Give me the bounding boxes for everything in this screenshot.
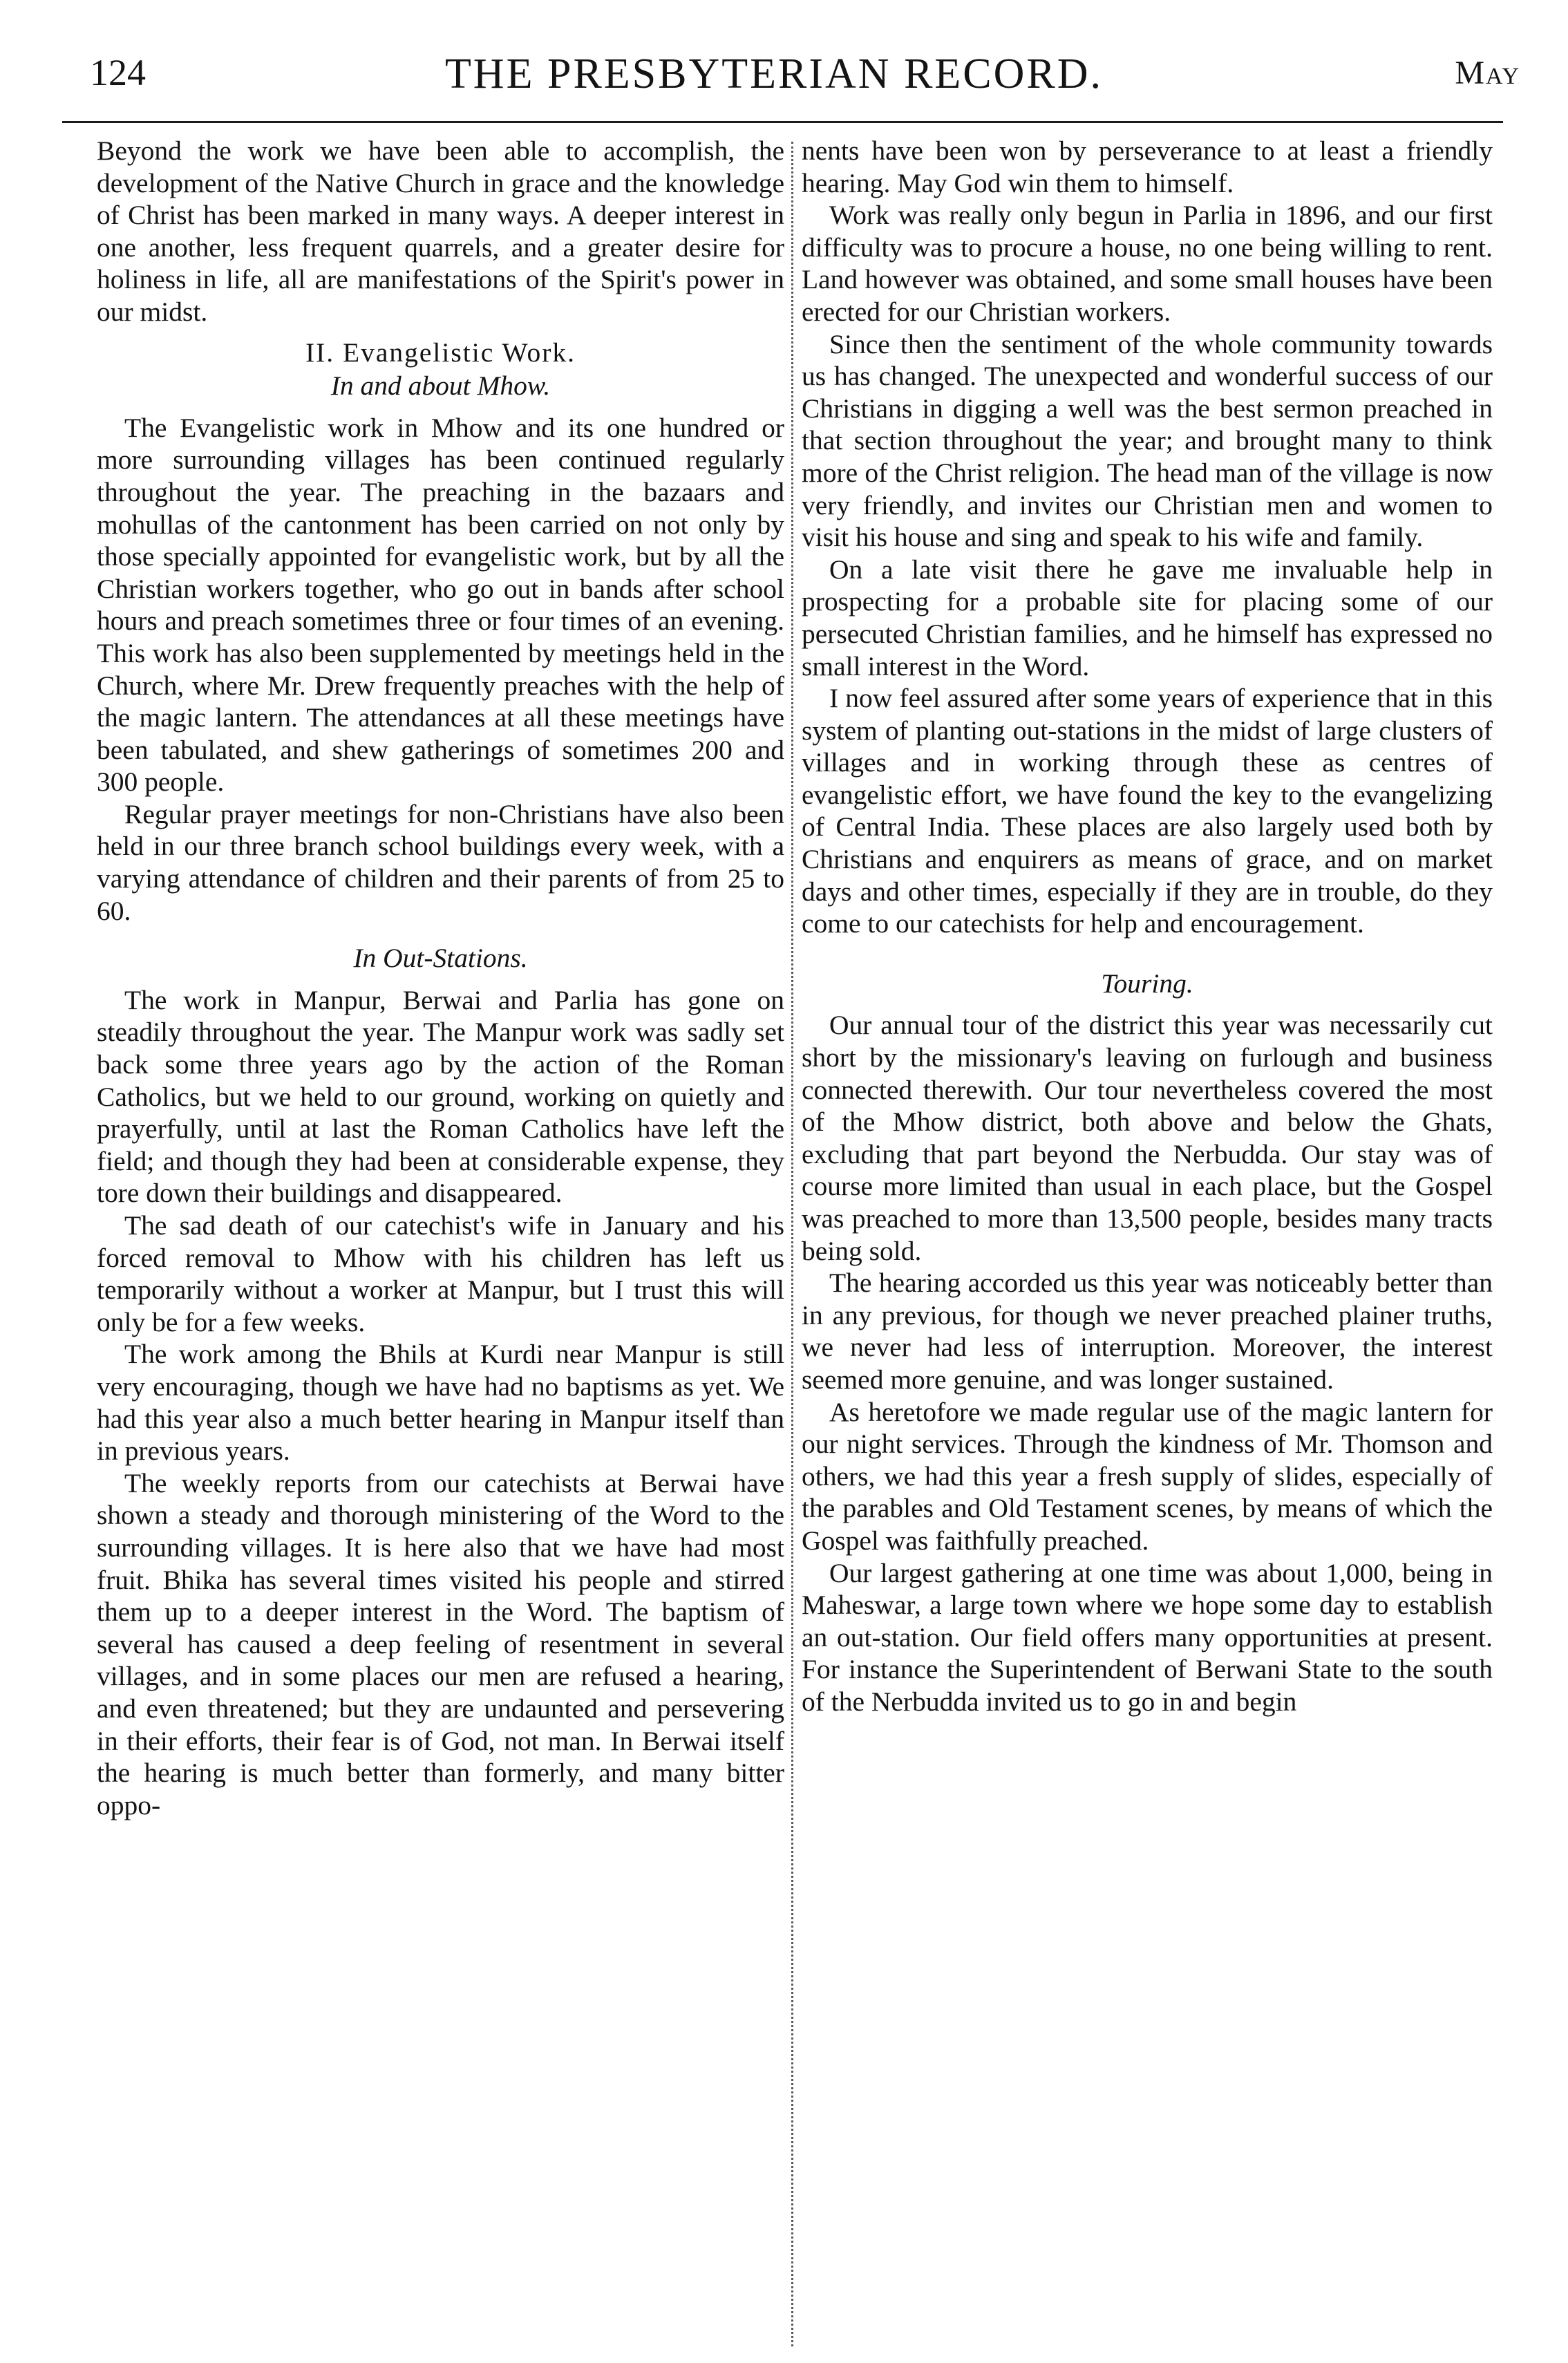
subheading-touring: Touring. (1101, 968, 1193, 999)
left-column (97, 135, 784, 1821)
paragraph: Since then the sentiment of the whole community towards us has changed. The unexpected and wonderful success of our Christians in digging a well was the best sermon preached in that section throughout the year; and brought many to think more of the Christ religion. The head man of the village is now very friendly, and invites our Christian men and women to visit his house and sing and speak to his wife and family. (802, 328, 1493, 553)
issue-month: May (1455, 55, 1520, 91)
subheading-mhow: In and about Mhow. (330, 370, 551, 402)
paragraph: The hearing accorded us this year was noticeably better than in any previous, for though we never preached plainer truths, we never had less of interruption. Moreover, the interest seemed more genuine, and was longer sustained. (802, 1268, 1493, 1395)
paragraph: Our annual tour of the district this year was necessarily cut short by the missionary's leaving on furlough and business connected therewith. Our tour nevertheless covered the most of the Mhow district, both above and below the Ghats, excluding that part beyond the Nerbudda. Our stay was of course more limited than usual in each place, but the Gospel was preached to more than 13,500 people, besides many tracts being sold. (802, 1010, 1493, 1266)
section-heading: II. Evangelistic Work. (305, 337, 576, 368)
right-column (802, 135, 1493, 1718)
header-rule (62, 121, 1503, 123)
paragraph: The work among the Bhils at Kurdi near Manpur is still very encouraging, though we have had no baptisms as yet. We had this year also a much better hearing in Manpur itself than in previous years. (97, 1339, 784, 1467)
paragraph: The weekly reports from our catechists at Berwai have shown a steady and thorough ministering of the Word to the surrounding villages. It is here also that we have had most fruit. Bhika has several times visited his people and stirred them up to a deeper interest in the Word. The baptism of several has caused a deep feeling of resentment in several villages, and in some places our men are refused a hearing, and even threatened; but they are undaunted and persevering in their efforts, their fear is of God, not man. In Berwai itself the hearing is much better than formerly, and many bitter oppo- (97, 1467, 784, 1820)
paragraph: On a late visit there he gave me invaluable help in prospecting for a probable site for placing some of our persecuted Christian families, and he himself has expressed no small interest in the Word. (802, 554, 1493, 681)
paragraph: Our largest gathering at one time was about 1,000, being in Maheswar, a large town where we hope some day to establish an out-station. Our field offers many opportunities at present. For instance the Superintendent of Berwani State to the south of the Nerbudda invited us to go in and begin (802, 1557, 1493, 1717)
paragraph: As heretofore we made regular use of the magic lantern for our night services. Through the kindness of Mr. Thomson and others, we had this year a fresh supply of slides, especially of the parables and Old Testament scenes, by means of which the Gospel was faithfully preached. (802, 1396, 1493, 1556)
page-header (28, 35, 1520, 111)
paragraph: The Evangelistic work in Mhow and its one hundred or more surrounding villages has been continued regularly throughout the year. The preaching in the bazaars and mohullas of the cantonment has been carried on not only by those specially appointed for evangelistic work, but by all the Christian workers together, who go out in bands after school hours and preach sometimes three or four times of an evening. This work has also been supplemented by meetings held in the Church, where Mr. Drew frequently preaches with the help of the magic lantern. The attendances at all these meetings have been tabulated, and shew gatherings of sometimes 200 and 300 people. (97, 412, 784, 798)
paragraph: I now feel assured after some years of experience that in this system of planting out-stations in the midst of large clusters of villages and in working through these as centres of evangelistic effort, we have found the key to the evangelizing of Central India. These places are also largely used both by Christians and enquirers as means of grace, and on market days and other times, especially if they are in trouble, do they come to our catechists for help and encouragement. (802, 683, 1493, 939)
paragraph: nents have been won by perseverance to at least a friendly hearing. May God win them to himself. (802, 135, 1493, 198)
column-divider (791, 142, 793, 2346)
subheading-out-stations: In Out-Stations. (353, 943, 528, 974)
paragraph: The sad death of our catechist's wife in January and his forced removal to Mhow with his children has left us temporarily without a worker at Manpur, but I trust this will only be for a few weeks. (97, 1210, 784, 1337)
paragraph: Work was really only begun in Parlia in 1896, and our first difficulty was to procure a house, no one being willing to rent. Land however was obtained, and some small houses have been erected for our Christian workers. (802, 200, 1493, 327)
page-number: 124 (90, 52, 146, 93)
paragraph: The work in Manpur, Berwai and Parlia has gone on steadily throughout the year. The Manpur work was sadly set back some three years ago by the action of the Roman Catholics, but we held to our ground, working on quietly and prayerfully, until at last the Roman Catholics have left the field; and though they had been at considerable expense, they tore down their buildings and disappeared. (97, 984, 784, 1209)
paragraph: Beyond the work we have been able to accomplish, the development of the Native Church in grace and the knowledge of Christ has been marked in many ways. A deeper interest in one another, less frequent quarrels, and a greater desire for holiness in life, all are manifestations of the Spirit's power in our midst. (97, 135, 784, 327)
paragraph: Regular prayer meetings for non-Christians have also been held in our three branch school buildings every week, with a varying attendance of children and their parents of from 25 to 60. (97, 798, 784, 926)
journal-title: THE PRESBYTERIAN RECORD. (444, 50, 1104, 97)
